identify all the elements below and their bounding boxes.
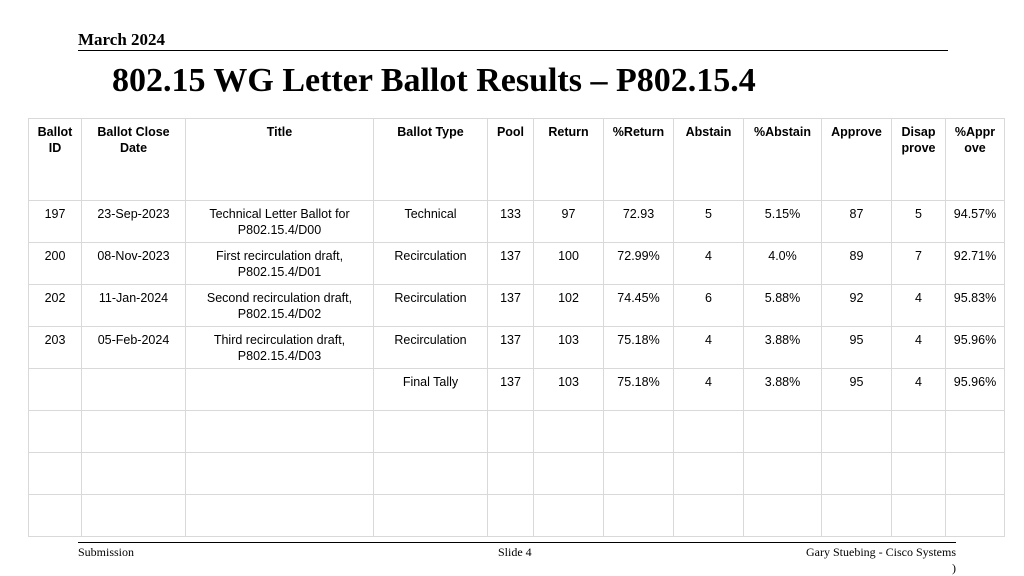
cell-return xyxy=(534,495,604,537)
cell-ballot-type xyxy=(374,411,488,453)
cell-close-date xyxy=(82,495,186,537)
footer-author-trailing: ) xyxy=(952,561,956,575)
cell-close-date: 23-Sep-2023 xyxy=(82,201,186,243)
cell-return: 103 xyxy=(534,369,604,411)
table-row xyxy=(29,369,1005,411)
cell-ballot-id xyxy=(29,369,82,411)
cell-disapprove xyxy=(892,411,946,453)
cell-ballot-id: 200 xyxy=(29,243,82,285)
cell-pct-approve: 92.71% xyxy=(946,243,1005,285)
cell-disapprove: 4 xyxy=(892,369,946,411)
table-row xyxy=(29,411,1005,453)
cell-pct-approve xyxy=(946,453,1005,495)
cell-pct-return xyxy=(604,453,674,495)
cell-approve xyxy=(822,411,892,453)
cell-abstain: 6 xyxy=(674,285,744,327)
cell-pct-return xyxy=(604,495,674,537)
cell-title xyxy=(186,495,374,537)
cell-close-date xyxy=(82,411,186,453)
cell-title: Third recirculation draft, P802.15.4/D03 xyxy=(186,327,374,369)
table-row xyxy=(29,453,1005,495)
footer-submission: Submission xyxy=(78,545,135,559)
cell-abstain: 4 xyxy=(674,243,744,285)
cell-pct-return: 75.18% xyxy=(604,327,674,369)
cell-disapprove: 4 xyxy=(892,285,946,327)
cell-pct-approve: 94.57% xyxy=(946,201,1005,243)
cell-pct-abstain: 3.88% xyxy=(744,369,822,411)
col-header-approve: Approve xyxy=(822,119,892,201)
cell-disapprove xyxy=(892,495,946,537)
cell-pool: 133 xyxy=(488,201,534,243)
cell-abstain xyxy=(674,453,744,495)
cell-pool: 137 xyxy=(488,327,534,369)
cell-ballot-type: Recirculation xyxy=(374,285,488,327)
cell-ballot-id xyxy=(29,453,82,495)
cell-pct-approve xyxy=(946,495,1005,537)
footer-author: Gary Stuebing - Cisco Systems xyxy=(806,545,956,559)
cell-close-date: 08-Nov-2023 xyxy=(82,243,186,285)
cell-pct-abstain: 4.0% xyxy=(744,243,822,285)
header-divider xyxy=(78,50,948,51)
cell-disapprove: 5 xyxy=(892,201,946,243)
header-date: March 2024 xyxy=(78,30,166,49)
cell-title: Technical Letter Ballot for P802.15.4/D00 xyxy=(186,201,374,243)
cell-pct-return: 72.99% xyxy=(604,243,674,285)
table-row xyxy=(29,495,1005,537)
col-header-pct-approve: %Appr ove xyxy=(946,119,1005,201)
cell-abstain: 5 xyxy=(674,201,744,243)
cell-title xyxy=(186,453,374,495)
cell-return: 100 xyxy=(534,243,604,285)
cell-pct-return xyxy=(604,411,674,453)
cell-abstain xyxy=(674,411,744,453)
col-header-pct-abstain: %Abstain xyxy=(744,119,822,201)
slide-title: 802.15 WG Letter Ballot Results – P802.15.4 xyxy=(112,62,756,99)
cell-pct-abstain: 3.88% xyxy=(744,327,822,369)
cell-pct-approve: 95.96% xyxy=(946,327,1005,369)
cell-pct-approve: 95.83% xyxy=(946,285,1005,327)
table-row xyxy=(29,285,1005,327)
cell-approve xyxy=(822,453,892,495)
col-header-ballot-type: Ballot Type xyxy=(374,119,488,201)
cell-approve: 95 xyxy=(822,369,892,411)
cell-ballot-type: Recirculation xyxy=(374,327,488,369)
table-row xyxy=(29,327,1005,369)
cell-pool xyxy=(488,453,534,495)
cell-title: Second recirculation draft, P802.15.4/D02 xyxy=(186,285,374,327)
cell-pool: 137 xyxy=(488,285,534,327)
col-header-return: Return xyxy=(534,119,604,201)
cell-ballot-type: Recirculation xyxy=(374,243,488,285)
table-row xyxy=(29,243,1005,285)
cell-pool xyxy=(488,411,534,453)
col-header-disapprove: Disap prove xyxy=(892,119,946,201)
cell-return: 102 xyxy=(534,285,604,327)
cell-pct-approve xyxy=(946,411,1005,453)
cell-pct-return: 74.45% xyxy=(604,285,674,327)
cell-pct-return: 75.18% xyxy=(604,369,674,411)
cell-ballot-type: Technical xyxy=(374,201,488,243)
cell-return: 103 xyxy=(534,327,604,369)
col-header-abstain: Abstain xyxy=(674,119,744,201)
cell-pct-abstain: 5.15% xyxy=(744,201,822,243)
cell-pool: 137 xyxy=(488,369,534,411)
footer-slide-number: Slide 4 xyxy=(498,545,532,559)
cell-return xyxy=(534,453,604,495)
cell-return xyxy=(534,411,604,453)
cell-title: First recirculation draft, P802.15.4/D01 xyxy=(186,243,374,285)
col-header-close-date: Ballot Close Date xyxy=(82,119,186,201)
cell-approve: 89 xyxy=(822,243,892,285)
cell-approve: 92 xyxy=(822,285,892,327)
cell-return: 97 xyxy=(534,201,604,243)
cell-pct-abstain: 5.88% xyxy=(744,285,822,327)
cell-approve: 87 xyxy=(822,201,892,243)
footer-divider xyxy=(78,542,956,543)
cell-title xyxy=(186,369,374,411)
cell-ballot-id: 197 xyxy=(29,201,82,243)
col-header-ballot-id: Ballot ID xyxy=(29,119,82,201)
cell-close-date xyxy=(82,453,186,495)
cell-abstain: 4 xyxy=(674,327,744,369)
col-header-pool: Pool xyxy=(488,119,534,201)
cell-abstain xyxy=(674,495,744,537)
cell-pct-abstain xyxy=(744,453,822,495)
cell-pool xyxy=(488,495,534,537)
table-header-row xyxy=(29,119,1005,201)
cell-pool: 137 xyxy=(488,243,534,285)
col-header-title: Title xyxy=(186,119,374,201)
cell-ballot-type: Final Tally xyxy=(374,369,488,411)
cell-ballot-id xyxy=(29,411,82,453)
cell-disapprove: 4 xyxy=(892,327,946,369)
cell-pct-abstain xyxy=(744,411,822,453)
cell-ballot-type xyxy=(374,495,488,537)
ballot-results-table xyxy=(28,118,1005,537)
cell-ballot-id: 202 xyxy=(29,285,82,327)
cell-title xyxy=(186,411,374,453)
cell-close-date: 05-Feb-2024 xyxy=(82,327,186,369)
cell-disapprove: 7 xyxy=(892,243,946,285)
cell-close-date xyxy=(82,369,186,411)
cell-ballot-id xyxy=(29,495,82,537)
col-header-pct-return: %Return xyxy=(604,119,674,201)
table-row xyxy=(29,201,1005,243)
cell-ballot-type xyxy=(374,453,488,495)
cell-ballot-id: 203 xyxy=(29,327,82,369)
cell-pct-abstain xyxy=(744,495,822,537)
cell-approve: 95 xyxy=(822,327,892,369)
cell-abstain: 4 xyxy=(674,369,744,411)
cell-pct-return: 72.93 xyxy=(604,201,674,243)
cell-close-date: 11-Jan-2024 xyxy=(82,285,186,327)
cell-disapprove xyxy=(892,453,946,495)
cell-approve xyxy=(822,495,892,537)
cell-pct-approve: 95.96% xyxy=(946,369,1005,411)
